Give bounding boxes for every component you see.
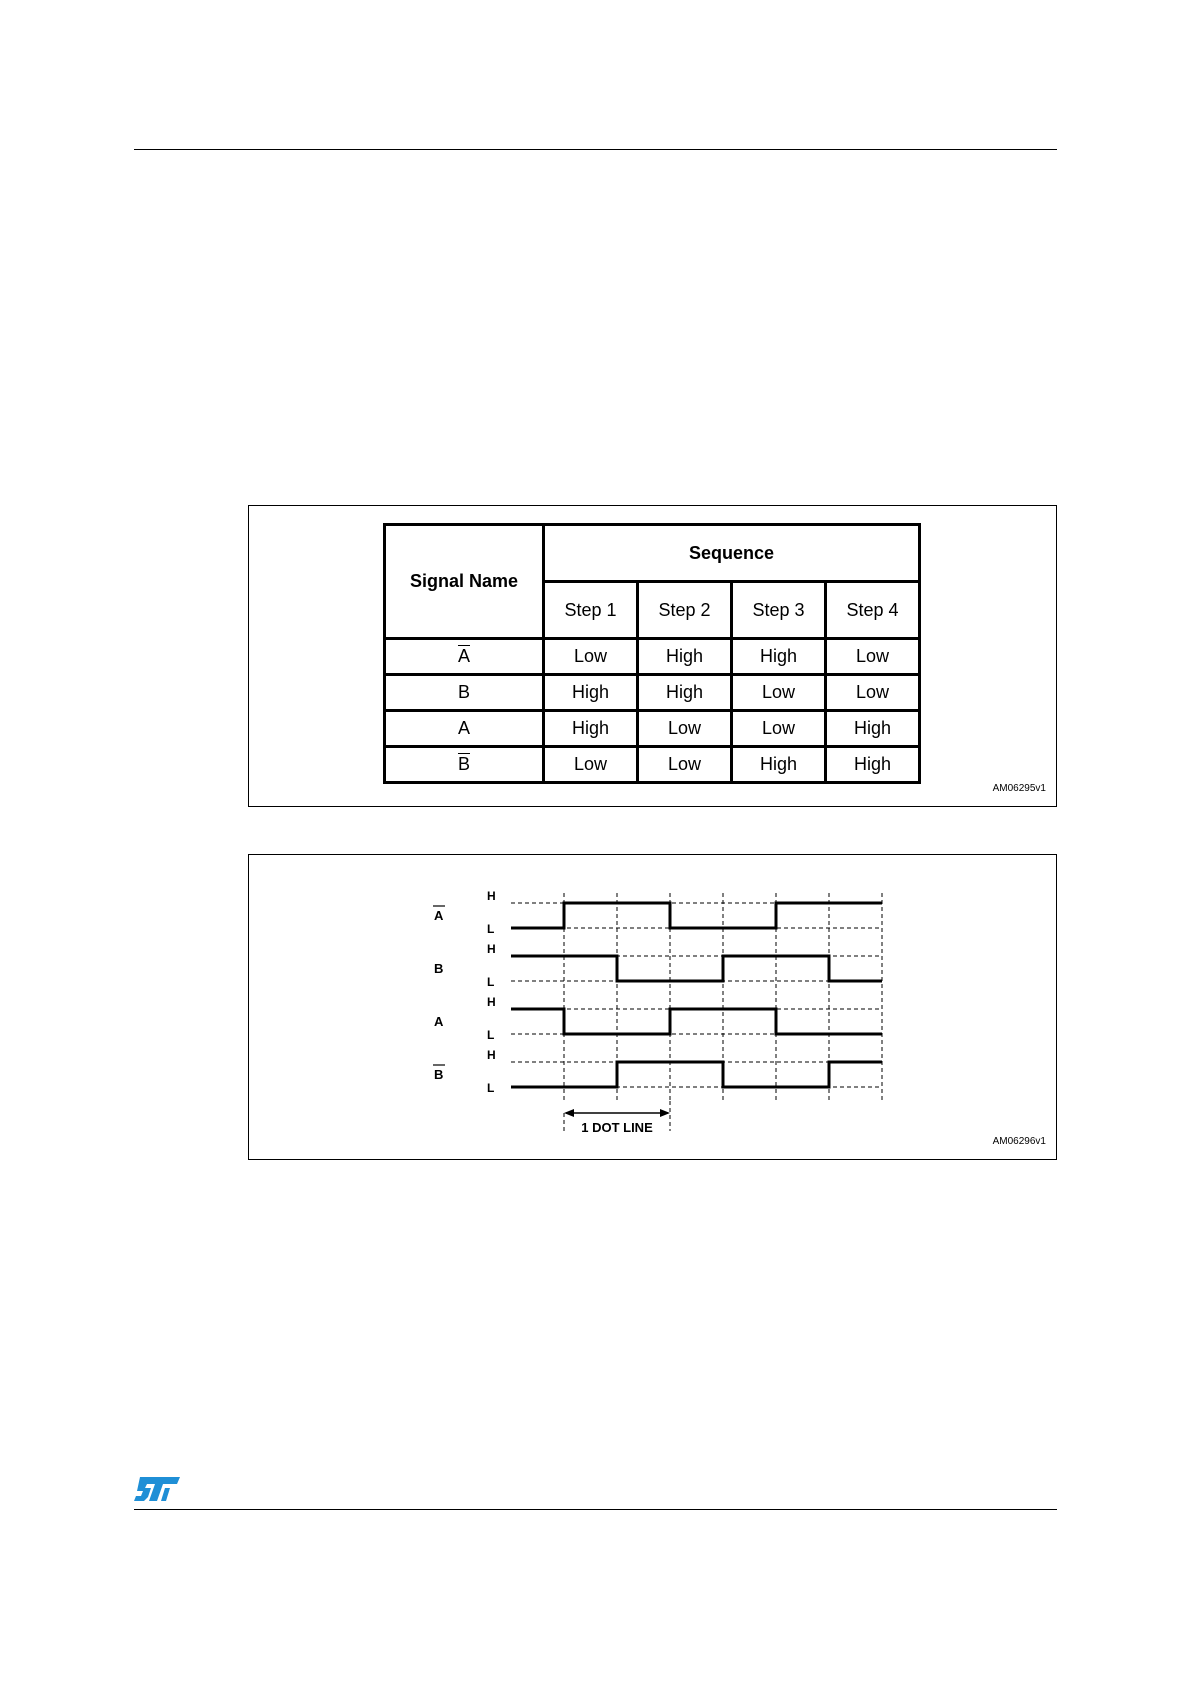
high-label: H bbox=[487, 942, 496, 956]
value-cell: High bbox=[732, 639, 826, 675]
sequence-header: Sequence bbox=[544, 525, 920, 582]
table-row bbox=[385, 675, 920, 711]
header-rule bbox=[134, 149, 1057, 150]
value-cell: High bbox=[544, 711, 638, 747]
value-cell: Low bbox=[826, 675, 920, 711]
low-label: L bbox=[487, 975, 495, 989]
low-label: L bbox=[487, 922, 495, 936]
high-label: H bbox=[487, 889, 496, 903]
value-cell: Low bbox=[544, 747, 638, 783]
value-cell: High bbox=[732, 747, 826, 783]
signal-name: A bbox=[434, 1014, 444, 1029]
signal-waveform bbox=[511, 956, 882, 981]
timing-diagram-figure bbox=[248, 854, 1057, 1160]
value-cell: Low bbox=[638, 747, 732, 783]
dot-line-label: 1 DOT LINE bbox=[581, 1120, 653, 1135]
step-header: Step 4 bbox=[826, 582, 920, 639]
table-row bbox=[385, 747, 920, 783]
timing-diagram bbox=[249, 855, 1056, 1159]
arrow-head-left bbox=[564, 1109, 574, 1117]
signal-name: A bbox=[434, 908, 444, 923]
value-cell: High bbox=[638, 639, 732, 675]
signal-name-cell: $\overline{B}$ bbox=[457, 754, 470, 774]
value-cell: Low bbox=[826, 639, 920, 675]
low-label: L bbox=[487, 1028, 495, 1042]
value-cell: Low bbox=[732, 711, 826, 747]
high-label: H bbox=[487, 1048, 496, 1062]
signal-name: B bbox=[434, 1067, 444, 1082]
sequence-table bbox=[383, 523, 921, 784]
value-cell: Low bbox=[544, 639, 638, 675]
value-cell: High bbox=[638, 675, 732, 711]
value-cell: Low bbox=[732, 675, 826, 711]
value-cell: High bbox=[826, 747, 920, 783]
signal-name-cell: A bbox=[457, 718, 470, 738]
value-cell: Low bbox=[638, 711, 732, 747]
figure-id: AM06295v1 bbox=[992, 783, 1046, 794]
value-cell: High bbox=[826, 711, 920, 747]
sequence-table-figure bbox=[248, 505, 1057, 807]
value-cell: High bbox=[544, 675, 638, 711]
high-label: H bbox=[487, 995, 496, 1009]
signal-name-cell: B bbox=[457, 682, 470, 702]
st-logo bbox=[132, 1474, 182, 1504]
footer-rule bbox=[134, 1509, 1057, 1510]
low-label: L bbox=[487, 1081, 495, 1095]
signal-name-header: Signal Name bbox=[385, 525, 544, 639]
table-row bbox=[385, 711, 920, 747]
step-header: Step 3 bbox=[732, 582, 826, 639]
table-row bbox=[385, 639, 920, 675]
step-header: Step 1 bbox=[544, 582, 638, 639]
signal-waveform bbox=[511, 1062, 882, 1087]
figure-id: AM06296v1 bbox=[992, 1136, 1046, 1147]
signal-waveform bbox=[511, 1009, 882, 1034]
arrow-head-right bbox=[660, 1109, 670, 1117]
signal-name: B bbox=[434, 961, 444, 976]
signal-name-cell: $\overline{A}$ bbox=[457, 646, 470, 666]
step-header: Step 2 bbox=[638, 582, 732, 639]
signal-waveform bbox=[511, 903, 882, 928]
